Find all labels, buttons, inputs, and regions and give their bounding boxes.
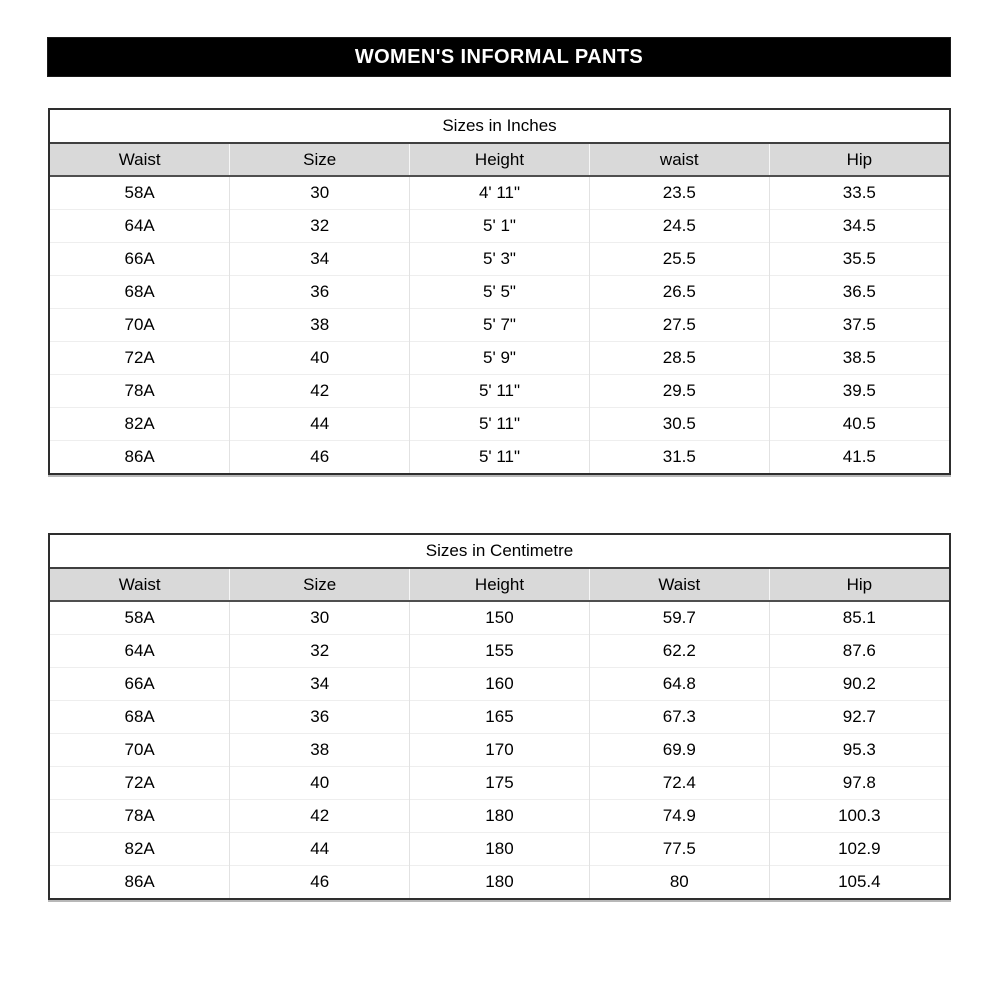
table-cell: 5' 11": [410, 440, 590, 473]
table-cell: 30: [230, 601, 410, 634]
table-row: [50, 799, 949, 832]
table-cell: 95.3: [769, 733, 949, 766]
table-cell: 72.4: [589, 766, 769, 799]
header-row: [50, 569, 949, 601]
header-row: [50, 144, 949, 176]
table-cell: 36.5: [769, 275, 949, 308]
column-header: Size: [230, 569, 410, 601]
column-header: Hip: [769, 569, 949, 601]
table-row: [50, 242, 949, 275]
table-cell: 32: [230, 634, 410, 667]
size-table-centimetre: [48, 533, 951, 900]
column-header: Size: [230, 144, 410, 176]
table-cell: 42: [230, 374, 410, 407]
table-cell: 66A: [50, 667, 230, 700]
table-cell: 38: [230, 308, 410, 341]
table-cell: 78A: [50, 374, 230, 407]
table-row: [50, 176, 949, 209]
table-cell: 180: [410, 832, 590, 865]
table-row: [50, 766, 949, 799]
table-cell: 5' 11": [410, 407, 590, 440]
table-cell: 37.5: [769, 308, 949, 341]
table-cell: 67.3: [589, 700, 769, 733]
table-cell: 160: [410, 667, 590, 700]
table-row: [50, 440, 949, 473]
table-cell: 64A: [50, 209, 230, 242]
column-header: waist: [589, 144, 769, 176]
table-cell: 30: [230, 176, 410, 209]
table-cell: 70A: [50, 308, 230, 341]
table-cell: 180: [410, 865, 590, 898]
column-header: Hip: [769, 144, 949, 176]
table-row: [50, 832, 949, 865]
table-cell: 74.9: [589, 799, 769, 832]
table-cell: 5' 1": [410, 209, 590, 242]
table-cell: 180: [410, 799, 590, 832]
table-cell: 30.5: [589, 407, 769, 440]
centimetre-table: [50, 569, 949, 898]
column-header: Height: [410, 144, 590, 176]
table-cell: 38.5: [769, 341, 949, 374]
table-row: [50, 407, 949, 440]
table-cell: 66A: [50, 242, 230, 275]
table-row: [50, 374, 949, 407]
table-cell: 42: [230, 799, 410, 832]
table-cell: 35.5: [769, 242, 949, 275]
table-cell: 26.5: [589, 275, 769, 308]
column-header: Waist: [50, 144, 230, 176]
table-cell: 86A: [50, 440, 230, 473]
table-cell: 23.5: [589, 176, 769, 209]
table-row: [50, 209, 949, 242]
table-cell: 82A: [50, 832, 230, 865]
table-cell: 4' 11": [410, 176, 590, 209]
table-cell: 72A: [50, 766, 230, 799]
table-cell: 36: [230, 275, 410, 308]
table-cell: 90.2: [769, 667, 949, 700]
table-cell: 155: [410, 634, 590, 667]
table-row: [50, 667, 949, 700]
table-cell: 64.8: [589, 667, 769, 700]
table-cell: 175: [410, 766, 590, 799]
table-row: [50, 601, 949, 634]
table-row: [50, 341, 949, 374]
table-cell: 102.9: [769, 832, 949, 865]
table-cell: 44: [230, 832, 410, 865]
table-row: [50, 733, 949, 766]
table-cell: 34: [230, 667, 410, 700]
table-cell: 70A: [50, 733, 230, 766]
table-cell: 39.5: [769, 374, 949, 407]
inches-table: [50, 144, 949, 473]
page-title-bar: [47, 37, 951, 77]
table-cell: 58A: [50, 601, 230, 634]
table-cell: 77.5: [589, 832, 769, 865]
table-title-inches: Sizes in Inches: [50, 110, 949, 144]
table-cell: 59.7: [589, 601, 769, 634]
table-cell: 100.3: [769, 799, 949, 832]
table-cell: 29.5: [589, 374, 769, 407]
table-cell: 33.5: [769, 176, 949, 209]
table-cell: 38: [230, 733, 410, 766]
table-cell: 5' 3": [410, 242, 590, 275]
table-cell: 78A: [50, 799, 230, 832]
table-body: [50, 601, 949, 898]
table-cell: 27.5: [589, 308, 769, 341]
column-header: Waist: [50, 569, 230, 601]
table-cell: 40: [230, 766, 410, 799]
table-cell: 24.5: [589, 209, 769, 242]
table-cell: 97.8: [769, 766, 949, 799]
table-cell: 41.5: [769, 440, 949, 473]
table-cell: 5' 9": [410, 341, 590, 374]
table-cell: 46: [230, 865, 410, 898]
table-cell: 80: [589, 865, 769, 898]
table-cell: 32: [230, 209, 410, 242]
table-cell: 36: [230, 700, 410, 733]
table-cell: 105.4: [769, 865, 949, 898]
table-row: [50, 634, 949, 667]
table-cell: 34: [230, 242, 410, 275]
size-table-inches: [48, 108, 951, 475]
column-header: Height: [410, 569, 590, 601]
table-row: [50, 308, 949, 341]
table-cell: 40.5: [769, 407, 949, 440]
table-cell: 69.9: [589, 733, 769, 766]
table-cell: 5' 11": [410, 374, 590, 407]
table-cell: 82A: [50, 407, 230, 440]
table-cell: 68A: [50, 700, 230, 733]
column-header: Waist: [589, 569, 769, 601]
table-cell: 92.7: [769, 700, 949, 733]
table-cell: 64A: [50, 634, 230, 667]
table-cell: 72A: [50, 341, 230, 374]
table-cell: 68A: [50, 275, 230, 308]
table-row: [50, 275, 949, 308]
page-title: WOMEN'S INFORMAL PANTS: [354, 45, 644, 68]
table-cell: 5' 7": [410, 308, 590, 341]
table-cell: 31.5: [589, 440, 769, 473]
table-row: [50, 865, 949, 898]
table-cell: 40: [230, 341, 410, 374]
table-cell: 58A: [50, 176, 230, 209]
table-cell: 87.6: [769, 634, 949, 667]
table-cell: 170: [410, 733, 590, 766]
table-cell: 44: [230, 407, 410, 440]
table-cell: 5' 5": [410, 275, 590, 308]
table-cell: 85.1: [769, 601, 949, 634]
table-cell: 25.5: [589, 242, 769, 275]
table-cell: 62.2: [589, 634, 769, 667]
table-cell: 46: [230, 440, 410, 473]
table-cell: 150: [410, 601, 590, 634]
table-title-centimetre: Sizes in Centimetre: [50, 535, 949, 569]
table-row: [50, 700, 949, 733]
table-cell: 86A: [50, 865, 230, 898]
table-cell: 165: [410, 700, 590, 733]
table-cell: 28.5: [589, 341, 769, 374]
table-body: [50, 176, 949, 473]
table-cell: 34.5: [769, 209, 949, 242]
